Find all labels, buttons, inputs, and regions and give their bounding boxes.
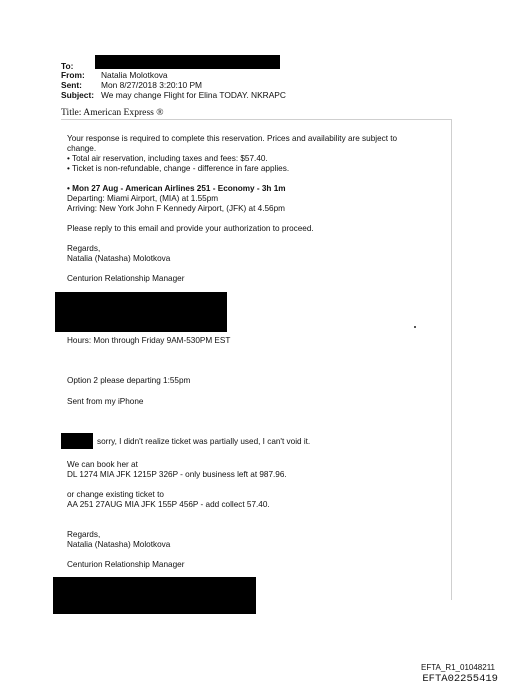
bullet-ticket-terms: • Ticket is non-refundable, change - difference in fare applies. [67, 164, 290, 173]
signature-title-1: Centurion Relationship Manager [67, 274, 185, 283]
document-title: Title: American Express ® [61, 107, 164, 118]
signature-title-2: Centurion Relationship Manager [67, 560, 185, 569]
redaction-recipient [95, 55, 280, 69]
subject-value: We may change Flight for Elina TODAY. NKRAPC [101, 90, 286, 100]
departing-line: Departing: Miami Airport, (MIA) at 1.55pm [67, 194, 219, 203]
flight-heading: • Mon 27 Aug - American Airlines 251 - Economy - 3h 1m [67, 184, 286, 193]
reply-request: Please reply to this email and provide your authorization to proceed. [67, 224, 314, 233]
signature-name-2: Natalia (Natasha) Molotkova [67, 540, 171, 549]
signature-name-1: Natalia (Natasha) Molotkova [67, 254, 171, 263]
bates-stamp-1: EFTA_R1_01048211 [421, 663, 495, 672]
bullet-total-fare: • Total air reservation, including taxes and fees: $57.40. [67, 154, 268, 163]
arriving-line: Arriving: New York John F Kennedy Airport, (JFK) at 4.56pm [67, 204, 285, 213]
regards-1: Regards, [67, 244, 101, 253]
intro-line-2: change. [67, 144, 97, 153]
regards-2: Regards, [67, 530, 101, 539]
sorry-line: sorry, I didn't realize ticket was partially used, I can't void it. [97, 437, 311, 446]
redaction-block-1 [55, 292, 227, 332]
sent-label: Sent: [61, 80, 82, 90]
subject-label: Subject: [61, 90, 95, 100]
redaction-name [61, 433, 93, 449]
option-reply: Option 2 please departing 1:55pm [67, 376, 191, 385]
redaction-block-2 [53, 577, 256, 614]
american-option-line: AA 251 27AUG MIA JFK 155P 456P - add collect 57.40. [67, 500, 270, 509]
from-label: From: [61, 70, 85, 80]
sent-value: Mon 8/27/2018 3:20:10 PM [101, 80, 203, 90]
intro-line-1: Your response is required to complete this reservation. Prices and availability are subject to [67, 134, 398, 143]
from-value: Natalia Molotkova [101, 70, 168, 80]
to-label: To: [61, 61, 74, 71]
bates-stamp-2: EFTA02255419 [422, 673, 498, 685]
sent-from-iphone: Sent from my iPhone [67, 397, 144, 406]
scan-speck [414, 326, 416, 328]
book-her-line: We can book her at [67, 460, 138, 469]
or-change-line: or change existing ticket to [67, 490, 164, 499]
delta-option-line: DL 1274 MIA JFK 1215P 326P - only business left at 987.96. [67, 470, 287, 479]
office-hours: Hours: Mon through Friday 9AM-530PM EST [67, 336, 231, 345]
